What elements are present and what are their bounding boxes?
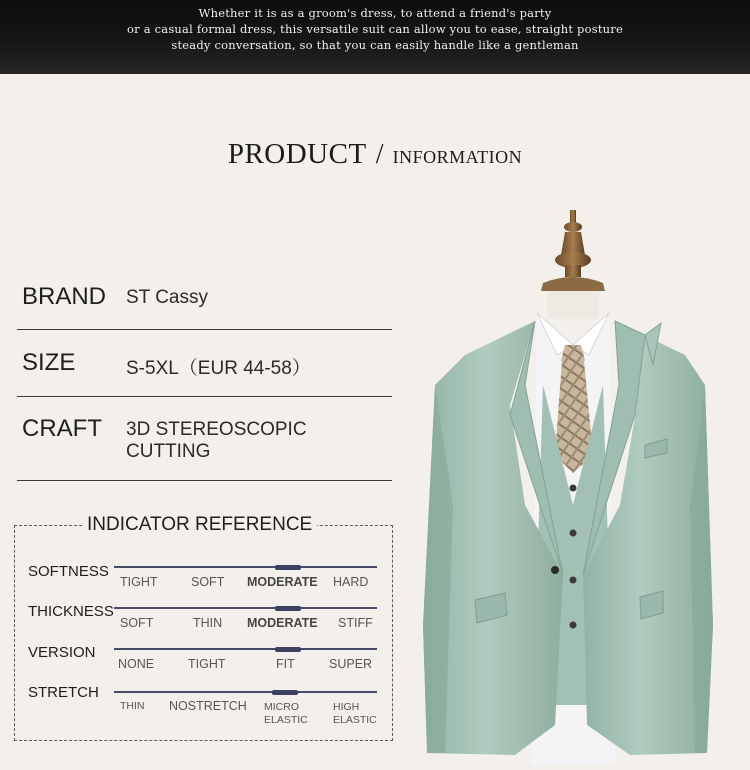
- indicator-label-version: VERSION: [28, 644, 96, 661]
- indicator-option-selected: MODERATE: [247, 575, 318, 589]
- indicator-option-selected: MICRO ELASTIC: [264, 701, 308, 726]
- indicator-option: SOFT: [191, 575, 225, 589]
- indicator-track: [114, 566, 377, 568]
- title-slash: /: [375, 139, 384, 170]
- indicator-track: [114, 607, 377, 609]
- indicator-marker: [272, 690, 298, 695]
- spec-key: SIZE: [22, 349, 76, 376]
- title-main: PRODUCT: [227, 138, 367, 170]
- indicator-option: NONE: [118, 657, 155, 671]
- banner-line: Whether it is as a groom's dress, to attend a friend's party: [198, 6, 552, 20]
- indicator-marker: [275, 647, 301, 652]
- page-title: [0, 138, 750, 171]
- indicator-option: THIN: [120, 700, 145, 712]
- spec-value: S-5XL（EUR 44-58）: [126, 358, 311, 379]
- banner-line: or a casual formal dress, this versatile suit can allow you to ease, straight posture: [127, 22, 623, 36]
- indicator-option: SUPER: [329, 657, 373, 671]
- indicator-option: TIGHT: [120, 575, 158, 589]
- indicator-track: [114, 648, 377, 650]
- indicator-option: THIN: [193, 616, 223, 630]
- divider: [17, 329, 392, 330]
- indicator-option-selected: FIT: [276, 657, 295, 671]
- spec-key: CRAFT: [22, 415, 102, 442]
- mannequin-top: [541, 210, 605, 319]
- divider: [17, 396, 392, 397]
- indicator-option: TIGHT: [188, 657, 226, 671]
- indicator-option-selected: MODERATE: [247, 616, 318, 630]
- indicator-label-softness: SOFTNESS: [28, 563, 109, 580]
- top-banner: [0, 0, 750, 74]
- indicator-track: [114, 691, 377, 693]
- indicator-option: SOFT: [120, 616, 154, 630]
- indicator-option: NOSTRETCH: [169, 699, 247, 713]
- spec-key: BRAND: [22, 283, 107, 310]
- indicator-label-stretch: STRETCH: [28, 684, 99, 701]
- indicator-marker: [275, 606, 301, 611]
- indicator-title: INDICATOR REFERENCE: [82, 514, 317, 536]
- spec-value: ST Cassy: [126, 287, 209, 308]
- banner-line: steady conversation, so that you can easily handle like a gentleman: [171, 38, 579, 52]
- indicator-option: HIGH ELASTIC: [333, 701, 377, 726]
- indicator-marker: [275, 565, 301, 570]
- spec-value: 3D STEREOSCOPIC CUTTING: [126, 419, 307, 462]
- indicator-label-thickness: THICKNESS: [28, 603, 114, 620]
- divider: [17, 480, 392, 481]
- title-sub: INFORMATION: [392, 147, 523, 167]
- indicator-option: STIFF: [338, 616, 373, 630]
- indicator-option: HARD: [333, 575, 369, 589]
- suit-illustration: [405, 205, 750, 770]
